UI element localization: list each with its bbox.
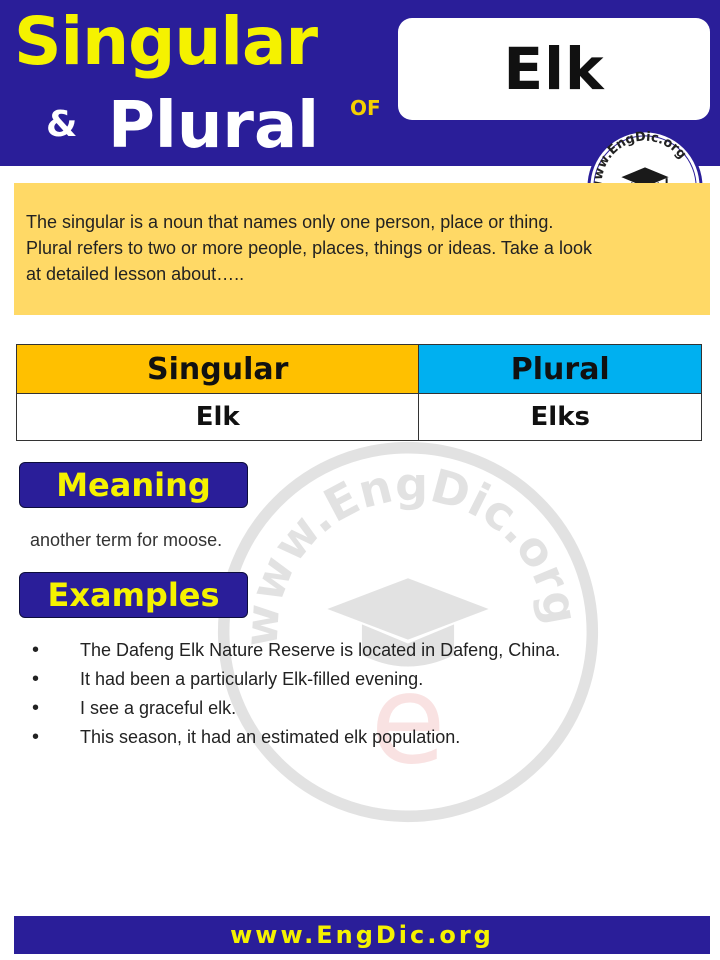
example-item: • The Dafeng Elk Nature Reserve is located in Dafeng, China. xyxy=(30,636,560,665)
svg-text:www.EngDic.org: ww.EngDic.org xyxy=(590,129,690,182)
title-ampersand: & xyxy=(46,104,78,145)
example-item: • This season, it had an estimated elk population. xyxy=(30,723,560,752)
examples-list xyxy=(30,636,560,752)
meaning-text: another term for moose. xyxy=(30,530,223,550)
title-singular: Singular xyxy=(14,3,318,80)
example-item: • I see a graceful elk. xyxy=(30,694,560,723)
svg-text:e: e xyxy=(370,648,446,792)
meaning-label: Meaning xyxy=(19,462,248,508)
intro-box xyxy=(14,183,710,315)
title-plural: Plural xyxy=(108,89,320,163)
header-plural: Plural xyxy=(419,345,702,394)
svg-text:www.EngDic.org: www.EngDic.org xyxy=(233,457,590,649)
footer-url[interactable]: www.EngDic.org xyxy=(230,921,494,949)
singular-plural-table xyxy=(16,344,702,441)
header-singular: Singular xyxy=(17,345,419,394)
intro-text: The singular is a noun that names only one person, place or thing. Plural refers to two or more people, places, things or ideas. Take a look at detailed lesson about….. xyxy=(26,212,592,284)
table-row xyxy=(17,394,702,441)
headword: Elk xyxy=(503,35,605,103)
title-of: OF xyxy=(350,96,381,120)
cell-plural: Elks xyxy=(419,394,702,441)
footer-banner xyxy=(14,916,710,954)
cell-singular: Elk xyxy=(17,394,419,441)
example-item: • It had been a particularly Elk-filled evening. xyxy=(30,665,560,694)
watermark-logo xyxy=(216,440,600,824)
word-box xyxy=(398,18,710,120)
table-header-row xyxy=(17,345,702,394)
examples-label: Examples xyxy=(19,572,248,618)
